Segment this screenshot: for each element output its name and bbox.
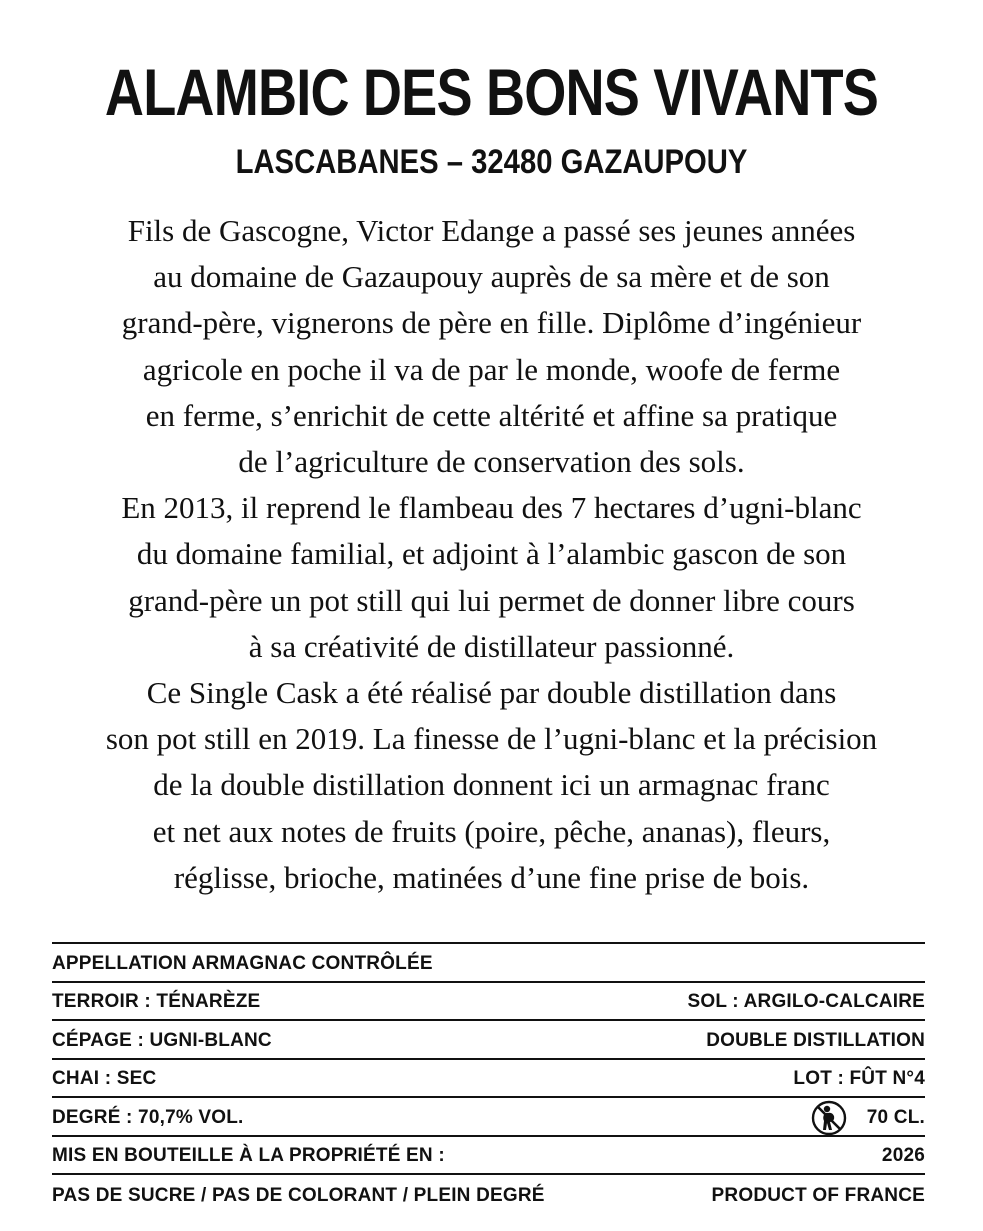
story-line: Fils de Gascogne, Victor Edange a passé ses jeunes années <box>127 213 856 248</box>
story-line: à sa créativité de distillateur passionné. <box>248 628 735 664</box>
spec-row-cepage <box>52 1021 925 1060</box>
spec-row-chai <box>52 1060 925 1099</box>
story-line: réglisse, brioche, matinées d’une fine prise de bois. <box>173 859 810 895</box>
story-line: grand-père, vignerons de père en fille. Diplôme d’ingénieur <box>121 305 862 341</box>
spec-row-bottling <box>52 1137 925 1176</box>
distillation-label: DOUBLE DISTILLATION <box>706 1029 925 1051</box>
volume-label: 70 CL. <box>866 1106 925 1128</box>
spec-table <box>52 942 925 1214</box>
producer-address: LASCABANES – 32480 GAZAUPOUY <box>235 143 748 181</box>
story-line: en ferme, s’enrichit de cette altérité et affine sa pratique <box>145 397 838 433</box>
spec-row-footer <box>52 1175 925 1214</box>
story-line: agricole en poche il va de par le monde, woofe de ferme <box>142 351 841 387</box>
story-line: de l’agriculture de conservation des sols. <box>238 444 745 480</box>
spec-row-appellation <box>52 944 925 983</box>
pregnancy-warning-icon <box>811 1100 847 1136</box>
degre-label: DEGRÉ : 70,7% VOL. <box>52 1106 244 1128</box>
story-line: Ce Single Cask a été réalisé par double distillation dans <box>146 675 837 711</box>
story-line: grand-père un pot still qui lui permet de donner libre cours <box>128 582 855 618</box>
cepage-label: CÉPAGE : UGNI-BLANC <box>52 1029 272 1051</box>
story-line: de la double distillation donnent ici un armagnac franc <box>153 767 830 803</box>
no-additives-label: PAS DE SUCRE / PAS DE COLORANT / PLEIN DEGRÉ <box>52 1184 545 1206</box>
spec-row-degre <box>52 1098 925 1137</box>
appellation-label: APPELLATION ARMAGNAC CONTRÔLÉE <box>52 952 433 974</box>
story-line: son pot still en 2019. La finesse de l’ugni-blanc et la précision <box>105 721 878 757</box>
terroir-label: TERROIR : TÉNARÈZE <box>52 991 261 1013</box>
bottling-year: 2026 <box>881 1145 925 1167</box>
lot-label: LOT : FÛT N°4 <box>793 1068 925 1090</box>
story-line: En 2013, il reprend le flambeau des 7 hectares d’ugni-blanc <box>121 490 862 526</box>
volume-group <box>811 1100 925 1136</box>
story-line: du domaine familial, et adjoint à l’alambic gascon de son <box>136 536 847 572</box>
chai-label: CHAI : SEC <box>52 1068 157 1090</box>
sol-label: SOL : ARGILO-CALCAIRE <box>687 991 925 1013</box>
spec-row-terroir <box>52 983 925 1022</box>
origin-label: PRODUCT OF FRANCE <box>711 1184 925 1206</box>
bottling-label: MIS EN BOUTEILLE À LA PROPRIÉTÉ EN : <box>52 1145 445 1167</box>
story-line: au domaine de Gazaupouy auprès de sa mère et de son <box>153 259 830 295</box>
story-text <box>40 208 943 901</box>
producer-title: ALAMBIC DES BONS VIVANTS <box>104 55 879 129</box>
story-line: et net aux notes de fruits (poire, pêche, ananas), fleurs, <box>152 813 831 849</box>
